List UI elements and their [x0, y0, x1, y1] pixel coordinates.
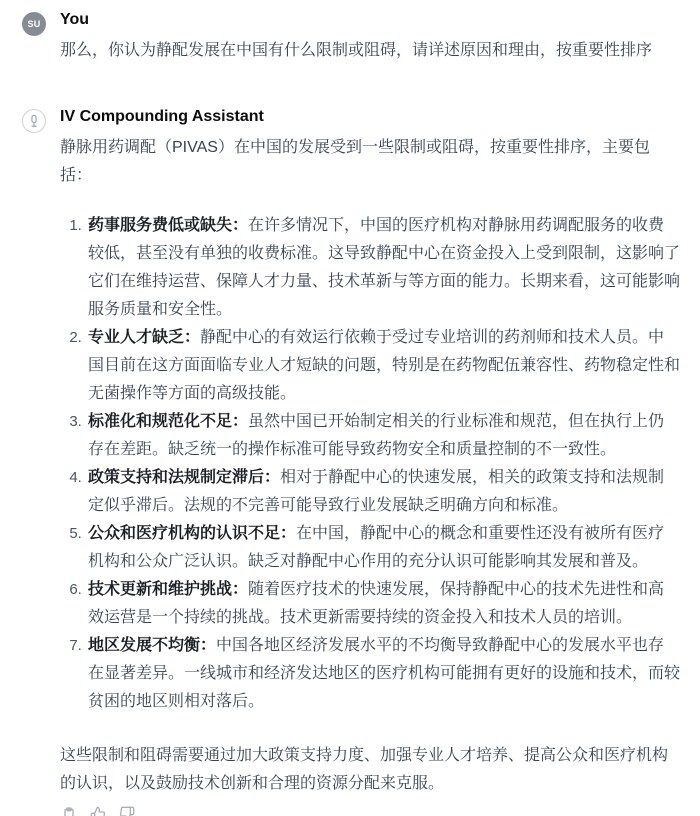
item-title: 公众和医疗机构的认识不足： [88, 525, 297, 542]
thumbs-up-icon [90, 806, 106, 816]
item-title: 地区发展不均衡： [88, 637, 217, 654]
item-body: 虽然中国已开始制定相关的行业标准和规范，但在执行上仍存在差距。缺乏统一的操作标准可能导致药物安全和质量控制的不一致性。 [88, 413, 665, 458]
item-title: 标准化和规范化不足： [88, 413, 249, 430]
assistant-author-name: IV Compounding Assistant [60, 108, 264, 125]
item-body: 中国各地区经济发展水平的不均衡导致静配中心的发展水平也存在显著差异。一线城市和经济发达地区的医疗机构可能拥有更好的设施和技术，而较贫困的地区则相对落后。 [88, 637, 681, 710]
item-body: 随着医疗技术的快速发展，保持静配中心的技术先进性和高效运营是一个持续的挑战。技术更新需要持续的资金投入和技术人员的培训。 [88, 581, 665, 626]
limits-list [60, 212, 680, 716]
assistant-message [22, 107, 680, 816]
thumbs-up-button[interactable] [89, 805, 107, 816]
vial-icon [27, 114, 41, 128]
item-title: 技术更新和维护挑战： [88, 581, 249, 598]
copy-button[interactable] [60, 805, 78, 816]
user-message [22, 10, 680, 65]
item-body: 静配中心的有效运行依赖于受过专业培训的药剂师和技术人员。中国目前在这方面面临专业人才短缺的问题，特别是在药物配伍兼容性、药物稳定性和无菌操作等方面的高级技能。 [88, 329, 681, 402]
item-title: 政策支持和法规制定滞后： [88, 469, 281, 486]
list-item [86, 408, 680, 464]
list-item [86, 212, 680, 324]
list-item [86, 520, 680, 576]
item-body: 在中国，静配中心的概念和重要性还没有被所有医疗机构和公众广泛认识。缺乏对静配中心作用的充分认识可能影响其发展和普及。 [88, 525, 665, 570]
item-body: 相对于静配中心的快速发展，相关的政策支持和法规制定似乎滞后。法规的不完善可能导致行业发展缺乏明确方向和标准。 [88, 469, 665, 514]
assistant-message-content [60, 107, 680, 816]
list-item [86, 576, 680, 632]
item-body: 在许多情况下，中国的医疗机构对静脉用药调配服务的收费较低，甚至没有单独的收费标准。这导致静配中心在资金投入上受到限制，这影响了它们在维持运营、保障人才力量、技术革新与等方面的能力。长期来看，这可能影响服务质量和安全性。 [88, 217, 681, 318]
user-avatar-column [22, 10, 46, 65]
assistant-avatar [22, 109, 46, 133]
thumbs-down-button[interactable] [118, 805, 136, 816]
list-item [86, 464, 680, 520]
assistant-closing-paragraph: 这些限制和阻碍需要通过加大政策支持力度、加强专业人才培养、提高公众和医疗机构的认识，以及鼓励技术创新和合理的资源分配来克服。 [60, 747, 669, 792]
user-author-name: You [60, 11, 90, 28]
user-message-content [60, 10, 680, 65]
message-actions [60, 805, 680, 816]
list-item [86, 632, 680, 716]
assistant-avatar-column [22, 107, 46, 816]
user-avatar: SU [22, 12, 46, 36]
user-message-text: 那么，你认为静配发展在中国有什么限制或阻碍，请详述原因和理由，按重要性排序 [60, 42, 653, 59]
list-item [86, 324, 680, 408]
thumbs-down-icon [119, 806, 135, 816]
assistant-intro-paragraph: 静脉用药调配（PIVAS）在中国的发展受到一些限制或阻碍，按重要性排序，主要包括： [60, 139, 650, 184]
copy-icon [61, 806, 77, 816]
item-title: 药事服务费低或缺失： [88, 217, 249, 234]
item-title: 专业人才缺乏： [88, 329, 201, 346]
